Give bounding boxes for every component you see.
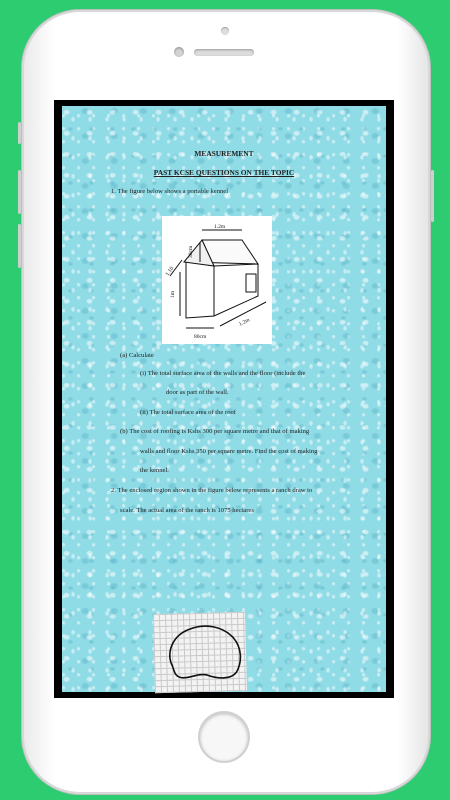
ranch-outline [153,612,247,693]
phone-screen [54,100,394,698]
label-wall-height: 1m [170,290,176,298]
question-2-text: 2. The enclosed region shown in the figure below represents a ranch draw to [111,487,313,494]
part-b-text: (b) The cost of roofing is Kshs 300 per square metre and that of making [120,428,310,435]
kennel-figure [162,216,272,344]
part-a-text: (a) Calculate [120,352,154,359]
label-width: 80cm [194,334,207,340]
volume-down-button [18,224,21,268]
part-b-text-cont: walls and floor Kshs 350 per square metre. Find the cost of making [140,448,318,455]
home-button[interactable] [200,713,248,761]
label-roof-side: 1.10 [164,265,176,278]
label-roof-height: 30cm [188,245,194,258]
ranch-figure [153,612,247,693]
proximity-sensor [221,27,229,35]
front-camera [174,47,184,57]
power-button [431,170,434,222]
volume-up-button [18,170,21,214]
question-1-text: 1. The figure below shows a portable kennel [111,188,229,195]
part-a-i-text-cont: door as part of the wall. [166,389,229,396]
part-b-text-end: the kennel. [140,467,169,474]
kennel-drawing [162,216,272,344]
part-a-i-text: (i) The total surface area of the walls and the floor (include the [140,370,306,377]
document-page[interactable] [62,106,386,692]
page-title: MEASUREMENT [194,149,254,158]
question-2-text-cont: scale. The actual area of the ranch is 1075 hectares [120,507,254,514]
mute-switch [18,122,21,144]
earpiece-speaker [194,49,254,56]
part-a-ii-text: (ii) The total surface area of the roof [140,409,236,416]
label-roof-length: 1.2m [214,224,226,230]
label-length: 1.2m [238,317,251,328]
page-subtitle: PAST KCSE QUESTIONS ON THE TOPIC [153,168,295,177]
